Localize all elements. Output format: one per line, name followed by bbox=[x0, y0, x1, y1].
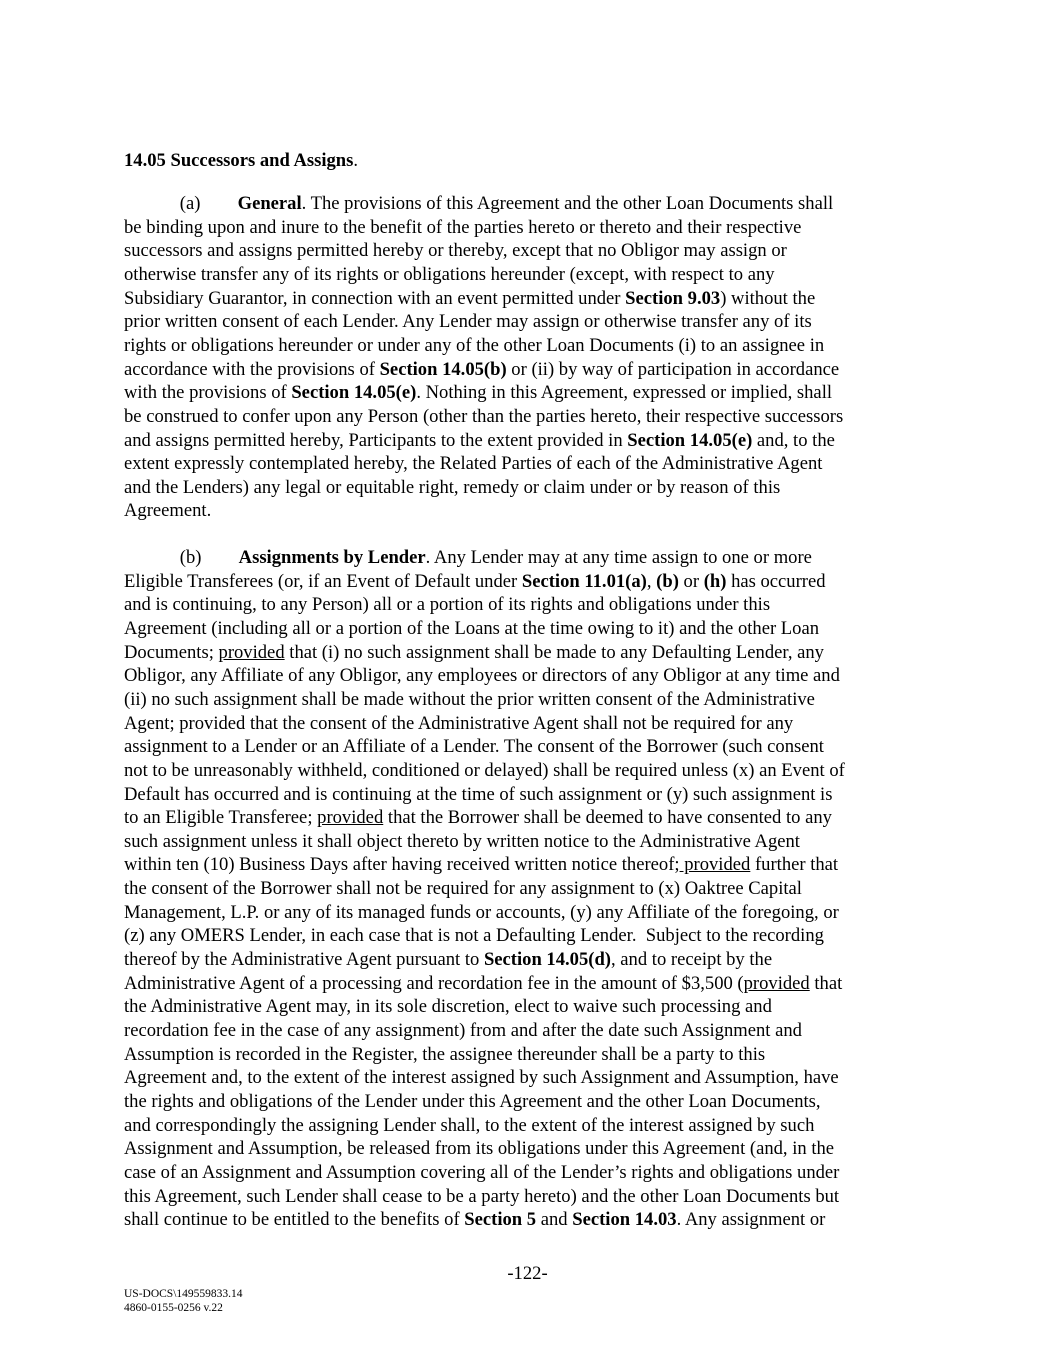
text-line bbox=[124, 1138, 834, 1160]
text-run: extent expressly contemplated hereby, the Related Parties of each of the Administrative Agent bbox=[124, 453, 823, 475]
text-run: that the Borrower shall be deemed to have consented to any bbox=[383, 807, 832, 829]
bold-reference: Section 14.05(d) bbox=[483, 949, 611, 971]
text-line bbox=[124, 760, 845, 782]
text-run: not to be unreasonably withheld, conditioned or delayed) shall be required unless (x) an Event of bbox=[124, 759, 845, 781]
text-line bbox=[124, 973, 842, 995]
text-line bbox=[124, 1209, 825, 1231]
text-run: within ten (10) Business Days after having received written notice thereof; bbox=[124, 854, 680, 876]
text-run: Obligor, any Affiliate of any Obligor, any employees or directors of any Obligor at any time and bbox=[124, 665, 840, 687]
text-line bbox=[124, 1115, 814, 1137]
text-line bbox=[124, 311, 812, 333]
text-run: accordance with the provisions of bbox=[124, 358, 380, 380]
text-line bbox=[124, 1020, 802, 1042]
text-line bbox=[124, 689, 815, 711]
text-run: recordation fee in the case of any assignment) from and after the date such Assignment and bbox=[124, 1020, 802, 1041]
text-run: that bbox=[809, 972, 843, 994]
text-run: to an Eligible Transferee; bbox=[124, 807, 318, 829]
text-run: Documents; bbox=[124, 641, 219, 663]
bold-reference: Section 14.05(e) bbox=[627, 429, 753, 451]
text-run: , and to receipt by the bbox=[611, 949, 773, 971]
text-run: and bbox=[536, 1209, 573, 1231]
bold-reference: (b) bbox=[656, 570, 679, 592]
text-run: or bbox=[678, 570, 704, 592]
text-line bbox=[124, 1162, 839, 1184]
text-line bbox=[124, 642, 824, 664]
text-run: . Any Lender may at any time assign to one or more bbox=[425, 547, 812, 568]
bold-reference: Section 9.03 bbox=[625, 287, 721, 309]
text-run: has occurred bbox=[726, 570, 826, 592]
text-run: ) without the bbox=[720, 287, 816, 309]
bold-reference: Section 14.05(e) bbox=[291, 382, 417, 404]
text-run: and the Lenders) any legal or equitable right, remedy or claim under or by reason of this bbox=[124, 476, 781, 498]
text-line bbox=[124, 571, 826, 593]
text-run: be construed to confer upon any Person (other than the parties hereto, their respective successors bbox=[124, 405, 844, 427]
text-run: Agent; provided that the consent of the Administrative Agent shall not be required for any bbox=[124, 712, 794, 734]
text-line bbox=[124, 594, 770, 616]
section-title: Successors and Assigns bbox=[170, 150, 354, 171]
text-run: the Administrative Agent may, in its sole discretion, elect to waive such processing and bbox=[124, 996, 772, 1018]
text-run: Subsidiary Guarantor, in connection with an event permitted under bbox=[124, 287, 626, 309]
text-run: (z) any OMERS Lender, in each case that is not a Defaulting Lender. Subject to the recording bbox=[124, 925, 824, 947]
text-run: Agreement. bbox=[124, 500, 212, 522]
text-run: that (i) no such assignment shall be made to any Defaulting Lender, any bbox=[284, 641, 824, 663]
text-run: Agreement (including all or a portion of the Loans at the time owing to it) and the other Loan bbox=[124, 617, 820, 639]
text-line bbox=[124, 406, 843, 428]
bold-reference: Section 5 bbox=[464, 1209, 537, 1231]
text-run: successors and assigns permitted hereby or thereby, except that no Obligor may assign or bbox=[124, 240, 787, 262]
text-run: otherwise transfer any of its rights or obligations hereunder (except, with respect to any bbox=[124, 263, 775, 285]
text-run: Assignment and Assumption, be released from its obligations under this Agreement (and, in the bbox=[124, 1138, 835, 1160]
text-line bbox=[124, 1186, 839, 1208]
text-line bbox=[124, 547, 812, 569]
text-line bbox=[124, 618, 819, 640]
underlined-term: provided bbox=[743, 972, 810, 994]
footer-version: 4860-0155-0256 v.22 bbox=[124, 1302, 223, 1314]
text-run: . The provisions of this Agreement and the other Loan Documents shall bbox=[301, 193, 834, 214]
text-line bbox=[124, 902, 839, 924]
text-run: (a) bbox=[124, 193, 238, 214]
text-run: this Agreement, such Lender shall cease to be a party hereto) and the other Loan Documents but bbox=[124, 1185, 840, 1207]
text-run: (ii) no such assignment shall be made without the prior written consent of the Administrative bbox=[124, 688, 815, 710]
text-line bbox=[124, 784, 832, 806]
text-run: rights or obligations hereunder or under any of the other Loan Documents (i) to an assignee in bbox=[124, 334, 825, 356]
text-run: . Nothing in this Agreement, expressed or implied, shall bbox=[416, 382, 833, 404]
text-run: and, to the bbox=[752, 429, 835, 451]
text-run: Assumption is recorded in the Register, the assignee thereunder shall be a party to this bbox=[124, 1043, 766, 1065]
text-line bbox=[124, 217, 801, 239]
text-run: shall continue to be entitled to the benefits of bbox=[124, 1209, 465, 1231]
page-number: -122- bbox=[507, 1263, 548, 1284]
text-line bbox=[124, 854, 838, 876]
bold-reference: General bbox=[237, 193, 302, 214]
text-run: . Any assignment or bbox=[676, 1209, 826, 1231]
text-run: thereof by the Administrative Agent pursuant to bbox=[124, 949, 484, 971]
text-line bbox=[124, 949, 772, 971]
text-run: Management, L.P. or any of its managed funds or accounts, (y) any Affiliate of the foregoing, or bbox=[124, 901, 839, 923]
bold-reference: Section 14.03 bbox=[572, 1209, 677, 1231]
bold-reference: Section 14.05(b) bbox=[379, 358, 507, 380]
bold-reference: Section 11.01(a) bbox=[521, 570, 647, 592]
text-run: be binding upon and inure to the benefit of the parties hereto or thereto and their respective bbox=[124, 216, 802, 238]
section-heading bbox=[124, 150, 358, 172]
underlined-term: provided bbox=[679, 854, 751, 876]
text-run: Default has occurred and is continuing at the time of such assignment or (y) such assignment is bbox=[124, 783, 833, 805]
text-line bbox=[124, 665, 840, 687]
text-line bbox=[124, 382, 832, 404]
text-run: or (ii) by way of participation in accordance bbox=[506, 358, 840, 380]
text-line bbox=[124, 878, 802, 900]
bold-reference: (h) bbox=[703, 570, 727, 592]
text-run: prior written consent of each Lender. Any Lender may assign or otherwise transfer any of its bbox=[124, 311, 812, 333]
text-line bbox=[124, 1067, 839, 1089]
text-line bbox=[124, 500, 211, 522]
text-line bbox=[124, 807, 832, 829]
section-title-suffix: . bbox=[353, 150, 359, 171]
text-run: , bbox=[646, 570, 657, 592]
text-line bbox=[124, 996, 772, 1018]
text-line bbox=[124, 288, 815, 310]
text-line bbox=[124, 736, 824, 758]
text-run: and is continuing, to any Person) all or a portion of its rights and obligations under this bbox=[124, 594, 771, 616]
text-line bbox=[124, 335, 824, 357]
text-run: Agreement and, to the extent of the interest assigned by such Assignment and Assumption, have bbox=[124, 1067, 839, 1089]
text-run: such assignment unless it shall object thereto by written notice to the Administrative Agent bbox=[124, 830, 800, 852]
text-line bbox=[124, 713, 793, 735]
text-line bbox=[124, 453, 822, 475]
text-line bbox=[124, 264, 775, 286]
text-line bbox=[124, 477, 780, 499]
text-line bbox=[124, 430, 835, 452]
text-run: the consent of the Borrower shall not be required for any assignment to (x) Oaktree Capital bbox=[124, 878, 802, 900]
text-run: and correspondingly the assigning Lender shall, to the extent of the interest assigned by such bbox=[124, 1114, 815, 1136]
bold-reference: Assignments by Lender bbox=[238, 547, 426, 568]
text-line bbox=[124, 1091, 821, 1113]
section-number: 14.05 bbox=[124, 150, 166, 171]
text-line bbox=[124, 240, 787, 262]
underlined-term: provided bbox=[317, 807, 384, 829]
text-line bbox=[124, 1044, 765, 1066]
text-line bbox=[124, 831, 800, 853]
footer-doc-id: US-DOCS\149559833.14 bbox=[124, 1288, 243, 1300]
text-run: further that bbox=[750, 854, 839, 876]
underlined-term: provided bbox=[218, 641, 285, 663]
text-run: with the provisions of bbox=[124, 382, 292, 404]
text-run: assignment to a Lender or an Affiliate of a Lender. The consent of the Borrower (such consent bbox=[124, 736, 824, 758]
text-run: (b) bbox=[124, 547, 239, 568]
text-run: case of an Assignment and Assumption covering all of the Lender’s rights and obligations under bbox=[124, 1161, 840, 1183]
text-run: Administrative Agent of a processing and recordation fee in the amount of $3,500 ( bbox=[124, 972, 744, 994]
text-line bbox=[124, 359, 839, 381]
text-line bbox=[124, 193, 833, 215]
text-run: the rights and obligations of the Lender under this Agreement and the other Loan Documents, bbox=[124, 1090, 821, 1112]
text-run: and assigns permitted hereby, Participants to the extent provided in bbox=[124, 429, 628, 451]
text-line bbox=[124, 925, 824, 947]
text-run: Eligible Transferees (or, if an Event of Default under bbox=[124, 570, 522, 592]
